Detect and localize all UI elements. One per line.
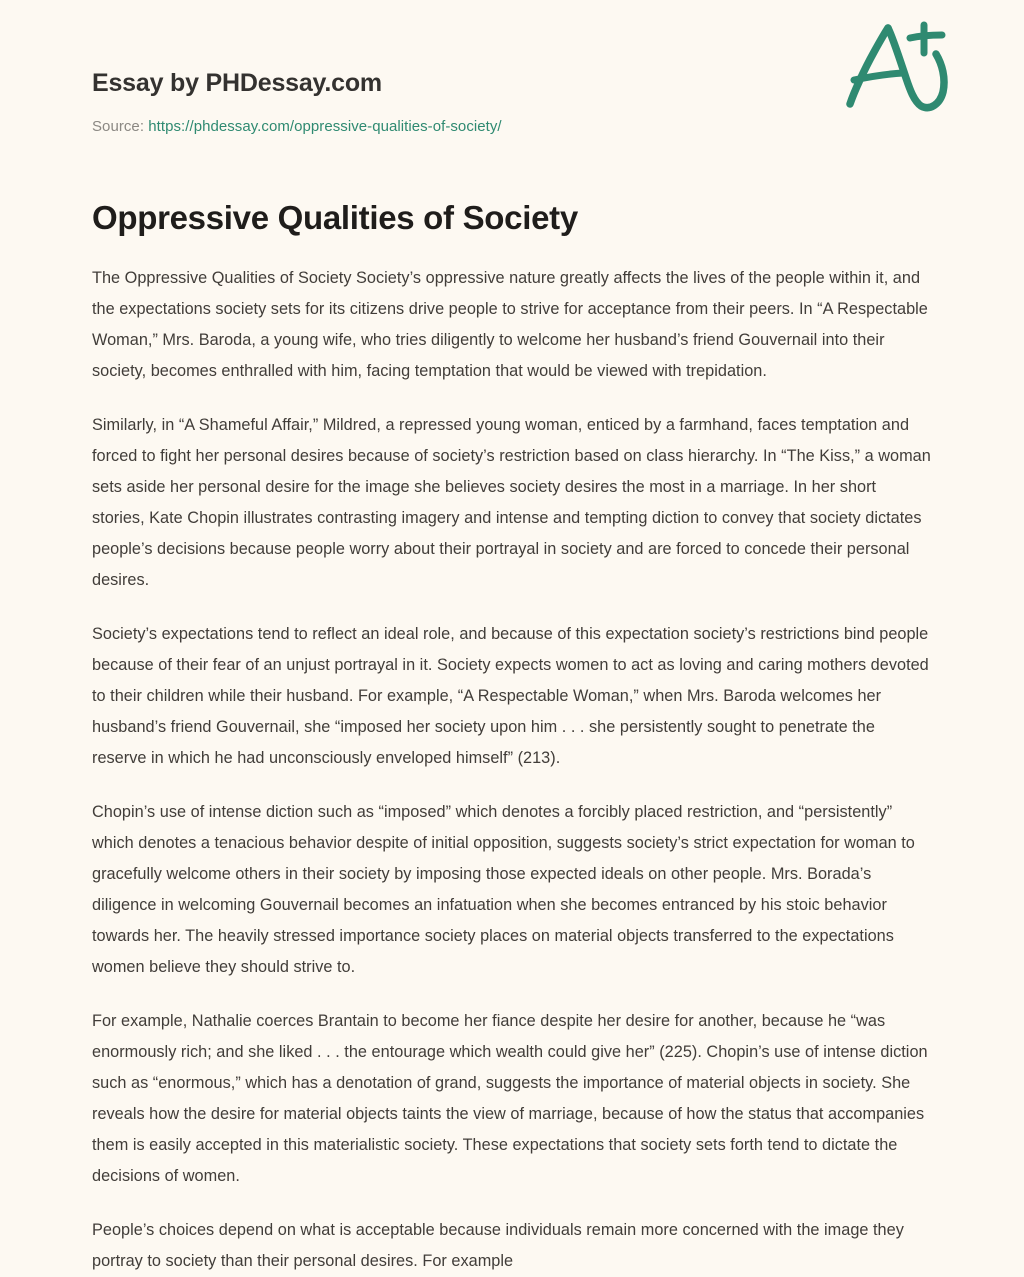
paragraph: For example, Nathalie coerces Brantain to become her fiance despite her desire for another, because he “was enormously rich; and she liked . . . the entourage which wealth could give her” (225). Chopin’s use of intense diction such as “enormous,” which has a denotation of grand, suggests the importance of material objects in society. She reveals how the desire for material objects taints the view of marriage, because of how the status that accompanies them is easily accepted in this materialistic society. These expectations that society sets forth tend to dictate the decisions of women.	[92, 1011, 928, 1185]
page-title: Oppressive Qualities of Society	[92, 199, 578, 237]
source-label: Source:	[92, 118, 145, 135]
page-header	[92, 0, 932, 137]
essay-body	[92, 263, 932, 1277]
source-line	[92, 117, 932, 137]
paragraph: Chopin’s use of intense diction such as “imposed” which denotes a forcibly placed restriction, and “persistently” which denotes a tenacious behavior despite of initial opposition, suggests society’s strict expectation for woman to gracefully welcome others in their society by imposing those expected ideals on other people. Mrs. Borada’s diligence in welcoming Gouvernail becomes an infatuation when she becomes entranced by his stoic behavior towards her. The heavily stressed importance society places on material objects transferred to the expectations women believe they should strive to.	[92, 802, 915, 976]
paragraph: The Oppressive Qualities of Society Society’s oppressive nature greatly affects the lives of the people within it, and the expectations society sets for its citizens drive people to strive for acceptance from their peers. In “A Respectable Woman,” Mrs. Baroda, a young wife, who tries diligently to welcome her husband’s friend Gouvernail into their society, becomes enthralled with him, facing temptation that would be viewed with trepidation.	[92, 268, 928, 380]
paragraph: People’s choices depend on what is acceptable because individuals remain more concerned with the image they portray to society than their personal desires. For example	[92, 1220, 904, 1270]
a-plus-logo-icon	[824, 8, 954, 118]
paragraph: Similarly, in “A Shameful Affair,” Mildred, a repressed young woman, enticed by a farmhand, faces temptation and forced to fight her personal desires because of society’s restriction based on class hierarchy. In “The Kiss,” a woman sets aside her personal desire for the image she believes society desires the most in a marriage. In her short stories, Kate Chopin illustrates contrasting imagery and intense and tempting diction to convey that society dictates people’s decisions because people worry about their portrayal in society and are forced to concede their personal desires.	[92, 415, 931, 589]
brand-title: Essay by PHDessay.com	[92, 69, 382, 97]
source-url-link[interactable]: https://phdessay.com/oppressive-qualities-of-society/	[148, 118, 502, 135]
paragraph: Society’s expectations tend to reflect an ideal role, and because of this expectation society’s restrictions bind people because of their fear of an unjust portrayal in it. Society expects women to act as loving and caring mothers devoted to their children while their husband. For example, “A Respectable Woman,” when Mrs. Baroda welcomes her husband’s friend Gouvernail, she “imposed her society upon him . . . she persistently sought to penetrate the reserve in which he had unconsciously enveloped himself” (213).	[92, 624, 929, 767]
